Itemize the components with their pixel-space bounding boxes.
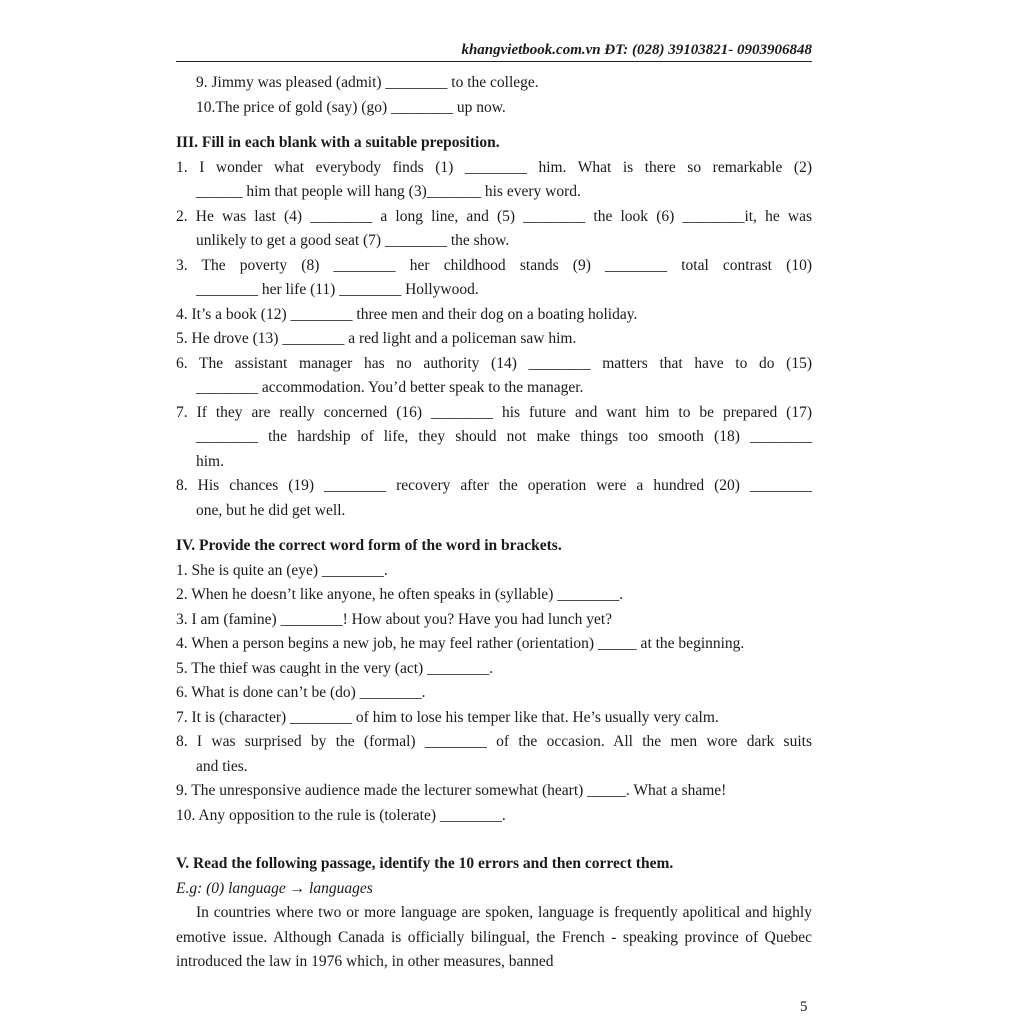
page-number: 5	[800, 999, 808, 1015]
exercise-item: 10. Any opposition to the rule is (tolerate) ________.	[176, 806, 506, 824]
exercise-item-continuation: ________ accommodation. You’d better speak to the manager.	[196, 379, 584, 396]
exercise-item: 1. I wonder what everybody finds (1) ________ him. What is there so remarkable (2)	[176, 158, 812, 176]
exercise-item: 6. The assistant manager has no authority (14) ________ matters that have to do (15)	[176, 354, 812, 372]
exercise-item: 8. I was surprised by the (formal) ________ of the occasion. All the men wore dark suits	[176, 733, 812, 750]
page-content	[176, 71, 812, 975]
exercise-item-continuation: unlikely to get a good seat (7) ________ the show.	[196, 232, 510, 249]
exercise-item: 5. He drove (13) ________ a red light and a policeman saw him.	[176, 330, 577, 347]
exercise-item: 7. It is (character) ________ of him to lose his temper like that. He’s usually very calm.	[176, 708, 719, 726]
exercise-item-continuation: him.	[196, 452, 224, 470]
exercise-item: 4. It’s a book (12) ________ three men and their dog on a boating holiday.	[176, 305, 638, 323]
exercise-item-continuation: ________ the hardship of life, they should not make things too smooth (18) ________	[196, 428, 812, 445]
exercise-item: 3. The poverty (8) ________ her childhood stands (9) ________ total contrast (10)	[176, 256, 812, 274]
exercise-item: 10.The price of gold (say) (go) ________ up now.	[196, 98, 506, 116]
page-header: khangvietbook.com.vn ĐT: (028) 39103821- 0903906848	[176, 42, 812, 62]
exercise-item-continuation: one, but he did get well.	[196, 501, 346, 519]
exercise-item: 7. If they are really concerned (16) ________ his future and want him to be prepared (17)	[176, 403, 812, 421]
example-line: E.g: (0) language → languages	[176, 879, 373, 897]
exercise-item: 9. Jimmy was pleased (admit) ________ to the college.	[196, 74, 539, 91]
passage-paragraph: In countries where two or more language are spoken, language is frequently apolitical and highly emotive issue. Although Canada is officially bilingual, the French - speaking province of Quebec introduced the law in 1976 which, in other measures, banned	[176, 904, 812, 970]
exercise-item: 3. I am (famine) ________! How about you? Have you had lunch yet?	[176, 610, 613, 628]
section-title-v: V. Read the following passage, identify the 10 errors and then correct them.	[176, 855, 674, 872]
section-title-iv: IV. Provide the correct word form of the word in brackets.	[176, 537, 562, 554]
exercise-item-continuation: ______ him that people will hang (3)_______ his every word.	[196, 183, 581, 200]
exercise-item: 5. The thief was caught in the very (act) ________.	[176, 659, 493, 677]
exercise-item: 1. She is quite an (eye) ________.	[176, 561, 388, 579]
exercise-item: 2. When he doesn’t like anyone, he often speaks in (syllable) ________.	[176, 586, 624, 603]
section-title-iii: III. Fill in each blank with a suitable preposition.	[176, 134, 500, 151]
exercise-item: 8. His chances (19) ________ recovery after the operation were a hundred (20) ________	[176, 477, 812, 494]
exercise-item: 2. He was last (4) ________ a long line, and (5) ________ the look (6) ________it, he was	[176, 207, 812, 225]
exercise-item: 9. The unresponsive audience made the lecturer somewhat (heart) _____. What a shame!	[176, 782, 727, 799]
exercise-item-continuation: ________ her life (11) ________ Hollywood.	[196, 281, 479, 298]
exercise-item: 4. When a person begins a new job, he may feel rather (orientation) _____ at the beginning.	[176, 635, 745, 652]
exercise-item: 6. What is done can’t be (do) ________.	[176, 684, 426, 701]
exercise-item-continuation: and ties.	[196, 757, 248, 775]
